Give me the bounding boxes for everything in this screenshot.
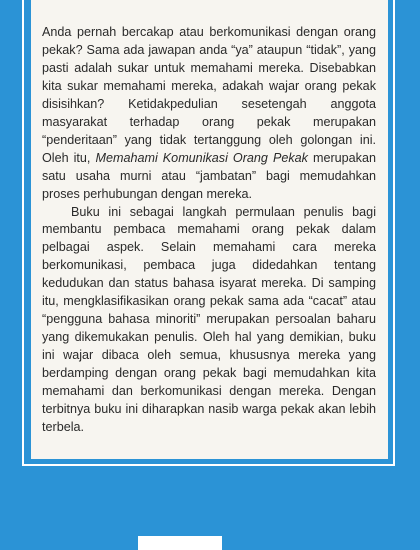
blurb-panel	[31, 0, 388, 459]
book-title-italic: Memahami Komunikasi Orang Pekak	[95, 150, 308, 165]
blurb-paragraph-2: Buku ini sebagai langkah permulaan penulis bagi membantu pembaca memahami orang pekak dalam pelbagai aspek. Selain memahami cara mereka berkomunikasi, pembaca juga didedahkan tentang kedudukan dan status bahasa isyarat mereka. Di samping itu, mengklasifikasikan orang pekak sama ada “cacat” atau “pengguna bahasa minoriti” merupakan persoalan baharu yang dikemukakan penulis. Oleh hal yang demikian, buku ini wajar dibaca oleh semua, khususnya mereka yang berdamping dengan orang pekak bagi memudahkan kita memahami dan berkomunikasi dengan mereka. Dengan terbitnya buku ini diharapkan nasib warga pekak akan lebih terbela.	[42, 204, 376, 434]
paragraph-1-part-2: merupakan satu usaha murni atau “jambatan” bagi memudahkan proses perhubungan dengan mereka.	[42, 150, 376, 201]
blurb-paragraph-1	[42, 24, 376, 204]
blurb-text	[42, 24, 376, 437]
paragraph-1-part-1: Anda pernah bercakap atau berkomunikasi dengan orang pekak? Sama ada jawapan anda “ya” ataupun “tidak”, yang pasti adalah sukar untuk memahami mereka. Disebabkan kita sukar memahami mereka, adakah wajar orang pekak disisihkan? Ketidakpedulian sesetengah anggota masyarakat terhadap orang pekak merupakan “penderitaan” yang tidak tertanggung oleh golongan ini. Oleh itu,	[42, 25, 376, 165]
bottom-white-strip	[138, 536, 222, 550]
